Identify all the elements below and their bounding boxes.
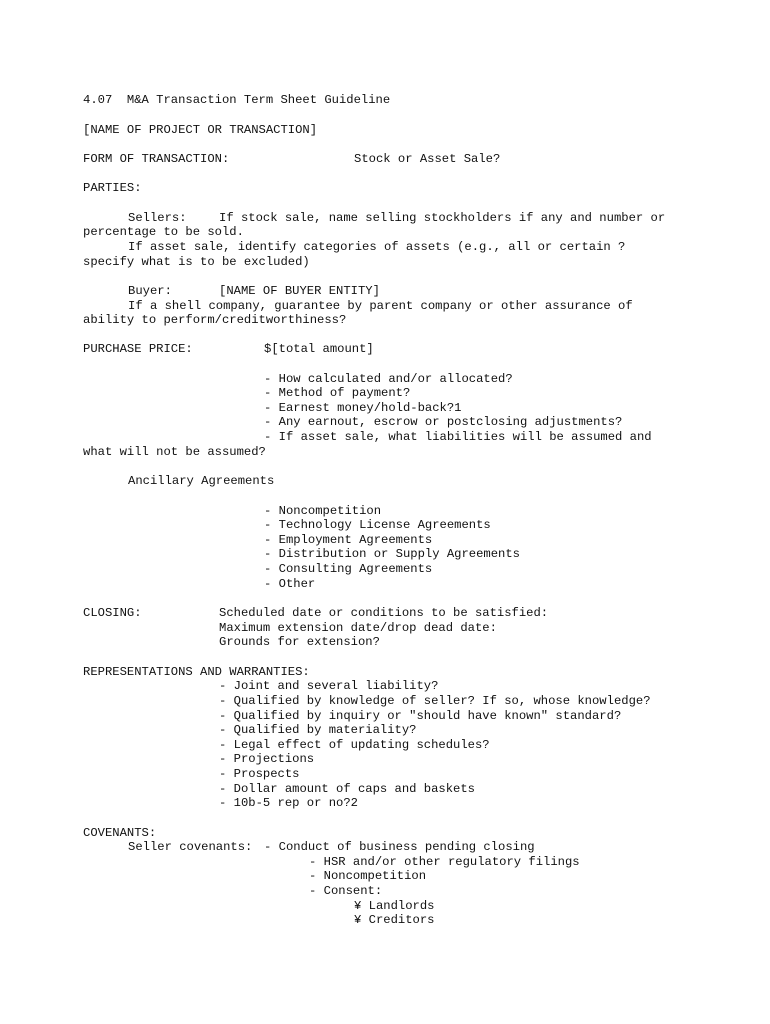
closing-line: Scheduled date or conditions to be satisfied: (219, 606, 549, 620)
form-of-transaction-value: Stock or Asset Sale? (354, 152, 501, 166)
buyer-line: If a shell company, guarantee by parent company or other assurance of (128, 299, 633, 313)
project-name: [NAME OF PROJECT OR TRANSACTION] (83, 123, 318, 137)
reps-warranties-heading: REPRESENTATIONS AND WARRANTIES: (83, 665, 310, 679)
ancillary-item: - Employment Agreements (264, 533, 433, 547)
sellers-line: If stock sale, name selling stockholders if any and number or (219, 211, 666, 225)
buyer-line: ability to perform/creditworthiness? (83, 313, 347, 327)
parties-heading: PARTIES: (83, 181, 142, 195)
reps-warranties-item: - Projections (219, 752, 315, 766)
consent-item: ¥ Creditors (354, 913, 435, 927)
covenant-item: - HSR and/or other regulatory filings (309, 855, 580, 869)
sellers-label: Sellers: (128, 211, 187, 225)
purchase-price-item: - Any earnout, escrow or postclosing adjustments? (264, 415, 623, 429)
reps-warranties-item: - Qualified by inquiry or "should have known" standard? (219, 709, 622, 723)
purchase-price-value: $[total amount] (264, 342, 374, 356)
closing-line: Grounds for extension? (219, 635, 380, 649)
sellers-line: specify what is to be excluded) (83, 255, 310, 269)
ancillary-item: - Distribution or Supply Agreements (264, 547, 520, 561)
ancillary-heading: Ancillary Agreements (128, 474, 275, 488)
covenants-heading: COVENANTS: (83, 826, 157, 840)
reps-warranties-item: - Joint and several liability? (219, 679, 439, 693)
covenant-item: - Noncompetition (309, 869, 427, 883)
reps-warranties-item: - Qualified by knowledge of seller? If so, whose knowledge? (219, 694, 651, 708)
ancillary-item: - Consulting Agreements (264, 562, 433, 576)
covenant-item: - Consent: (309, 884, 383, 898)
reps-warranties-item: - Dollar amount of caps and baskets (219, 782, 475, 796)
reps-warranties-item: - Qualified by materiality? (219, 723, 417, 737)
ancillary-item: - Noncompetition (264, 504, 382, 518)
ancillary-item: - Technology License Agreements (264, 518, 491, 532)
sellers-line: If asset sale, identify categories of assets (e.g., all or certain ? (128, 240, 626, 254)
closing-label: CLOSING: (83, 606, 142, 620)
purchase-price-item: - Method of payment? (264, 386, 411, 400)
reps-warranties-item: - Legal effect of updating schedules? (219, 738, 490, 752)
purchase-price-item: - Earnest money/hold-back?1 (264, 401, 462, 415)
purchase-price-item: - How calculated and/or allocated? (264, 372, 513, 386)
document-title: 4.07 M&A Transaction Term Sheet Guideline (83, 93, 391, 107)
purchase-price-item: - If asset sale, what liabilities will be assumed and (264, 430, 652, 444)
form-of-transaction-label: FORM OF TRANSACTION: (83, 152, 230, 166)
buyer-value: [NAME OF BUYER ENTITY] (219, 284, 380, 298)
reps-warranties-item: - Prospects (219, 767, 300, 781)
ancillary-item: - Other (264, 577, 316, 591)
reps-warranties-item: - 10b-5 rep or no?2 (219, 796, 358, 810)
consent-item: ¥ Landlords (354, 899, 435, 913)
purchase-price-continuation: what will not be assumed? (83, 445, 266, 459)
purchase-price-label: PURCHASE PRICE: (83, 342, 193, 356)
buyer-label: Buyer: (128, 284, 172, 298)
sellers-line: percentage to be sold. (83, 225, 244, 239)
seller-covenants-label: Seller covenants: (128, 840, 253, 854)
covenant-item: - Conduct of business pending closing (264, 840, 535, 854)
closing-line: Maximum extension date/drop dead date: (219, 621, 497, 635)
